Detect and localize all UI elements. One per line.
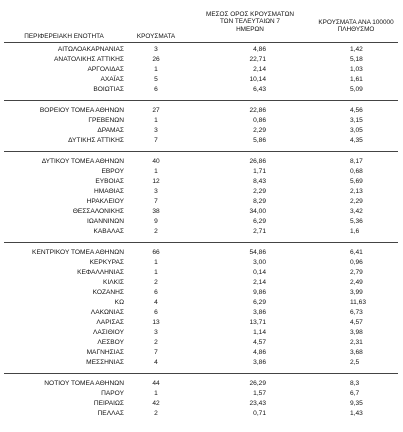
cell-avg-7-days: 4,86 xyxy=(253,46,266,53)
cell-regional-unit: ΑΧΑΪΑΣ xyxy=(100,76,124,84)
cell-avg-7-days: 8,43 xyxy=(253,177,266,185)
cell-regional-unit: ΠΑΡΟΥ xyxy=(101,389,124,397)
group-divider xyxy=(4,242,398,243)
cell-avg-7-days: 2,29 xyxy=(253,187,266,195)
cell-regional-unit: ΑΝΑΤΟΛΙΚΗΣ ΑΤΤΙΚΗΣ xyxy=(54,56,124,64)
cell-cases: 26 xyxy=(152,56,160,64)
header-cases: ΚΡΟΥΣΜΑΤΑ xyxy=(136,33,176,40)
cell-cases: 1 xyxy=(154,66,158,74)
cell-cases-per-100k: 0,96 xyxy=(350,258,363,266)
table-row xyxy=(0,338,403,348)
table-row xyxy=(0,167,403,177)
header-avg-line: ΗΜΕΡΩΝ xyxy=(236,25,264,33)
cell-regional-unit: ΚΕΦΑΛΛΗΝΙΑΣ xyxy=(77,268,124,276)
cell-cases: 1 xyxy=(154,116,158,124)
cell-avg-7-days: 13,71 xyxy=(249,319,266,326)
header-cases-per-100k xyxy=(312,19,400,34)
cell-avg-7-days: 0,14 xyxy=(253,268,266,276)
cell-avg-7-days: 4,57 xyxy=(253,339,266,347)
cell-cases-per-100k: 3,15 xyxy=(350,116,363,124)
cell-regional-unit: ΝΟΤΙΟΥ ΤΟΜΕΑ ΑΘΗΝΩΝ xyxy=(44,379,124,387)
table-row xyxy=(0,248,403,258)
cell-avg-7-days: 1,57 xyxy=(253,389,266,397)
table-row xyxy=(0,258,403,268)
cell-cases: 7 xyxy=(154,349,158,357)
cell-regional-unit: ΒΟΙΩΤΙΑΣ xyxy=(93,86,124,94)
table-row xyxy=(0,288,403,298)
cell-cases: 4 xyxy=(154,359,158,367)
group-divider xyxy=(4,100,398,101)
table-row xyxy=(0,187,403,197)
cell-regional-unit: ΚΩ xyxy=(114,298,124,306)
header-per-line: ΠΛΗΘΥΣΜΟ xyxy=(337,26,375,34)
table-row xyxy=(0,157,403,167)
table-row xyxy=(0,177,403,187)
cell-cases: 13 xyxy=(152,319,160,326)
header-avg-line: ΜΕΣΟΣ ΟΡΟΣ ΚΡΟΥΣΜΑΤΩΝ xyxy=(206,11,294,18)
table-row xyxy=(0,116,403,126)
cell-cases-per-100k: 3,98 xyxy=(350,329,363,337)
cell-cases: 7 xyxy=(154,197,158,205)
table-row xyxy=(0,65,403,75)
cell-cases-per-100k: 9,35 xyxy=(350,399,363,407)
cell-regional-unit: ΜΑΓΝΗΣΙΑΣ xyxy=(86,349,124,357)
cell-cases-per-100k: 5,09 xyxy=(350,86,363,94)
cell-avg-7-days: 22,86 xyxy=(249,106,266,114)
cell-cases-per-100k: 2,29 xyxy=(350,197,363,205)
table-row xyxy=(0,75,403,85)
cell-cases-per-100k: 3,99 xyxy=(350,288,363,296)
cell-cases-per-100k: 3,68 xyxy=(350,349,363,357)
cell-avg-7-days: 10,14 xyxy=(249,76,266,84)
cell-avg-7-days: 26,86 xyxy=(249,157,266,165)
cell-cases: 9 xyxy=(154,217,158,225)
cell-cases-per-100k: 5,69 xyxy=(350,177,363,185)
cell-cases: 3 xyxy=(154,46,158,53)
cell-cases: 66 xyxy=(152,248,160,256)
cell-avg-7-days: 2,14 xyxy=(253,278,266,286)
table-row xyxy=(0,106,403,116)
cell-regional-unit: ΑΙΤΩΛΟΑΚΑΡΝΑΝΙΑΣ xyxy=(57,46,124,53)
cell-avg-7-days: 5,86 xyxy=(253,137,266,144)
table-row xyxy=(0,379,403,389)
table-row xyxy=(0,308,403,318)
cell-regional-unit: ΜΕΣΣΗΝΙΑΣ xyxy=(86,359,124,367)
cell-avg-7-days: 3,86 xyxy=(253,308,266,316)
cell-cases-per-100k: 2,49 xyxy=(350,278,363,286)
header-avg-line: ΤΩΝ ΤΕΛΕΥΤΑΙΩΝ 7 xyxy=(220,18,280,26)
header-per-line: ΚΡΟΥΣΜΑΤΑ ΑΝΑ 100000 xyxy=(318,19,394,26)
table-row xyxy=(0,358,403,368)
table-row xyxy=(0,348,403,358)
cell-cases: 2 xyxy=(154,228,158,235)
cell-regional-unit: ΛΑΚΩΝΙΑΣ xyxy=(90,308,124,316)
table-row xyxy=(0,409,403,419)
cell-cases-per-100k: 5,36 xyxy=(350,217,363,225)
cell-regional-unit: ΒΟΡΕΙΟΥ ΤΟΜΕΑ ΑΘΗΝΩΝ xyxy=(39,106,124,114)
group-divider xyxy=(4,373,398,374)
cell-cases-per-100k: 1,43 xyxy=(350,410,363,417)
table-row xyxy=(0,227,403,237)
cell-avg-7-days: 6,29 xyxy=(253,217,266,225)
cell-cases-per-100k: 2,31 xyxy=(350,339,363,347)
cell-avg-7-days: 8,29 xyxy=(253,197,266,205)
cell-avg-7-days: 9,86 xyxy=(253,288,266,296)
cell-cases-per-100k: 4,56 xyxy=(350,106,363,114)
cell-regional-unit: ΗΡΑΚΛΕΙΟΥ xyxy=(86,197,124,205)
cell-avg-7-days: 1,14 xyxy=(253,329,266,337)
cell-regional-unit: ΛΑΣΙΘΙΟΥ xyxy=(93,329,124,337)
cell-cases-per-100k: 6,7 xyxy=(350,389,360,397)
cell-regional-unit: ΙΩΑΝΝΙΝΩΝ xyxy=(87,217,124,225)
table-row xyxy=(0,207,403,217)
cell-regional-unit: ΚΑΒΑΛΑΣ xyxy=(93,228,124,235)
table-row xyxy=(0,45,403,55)
cell-avg-7-days: 3,86 xyxy=(253,359,266,367)
table-row xyxy=(0,217,403,227)
cell-cases: 2 xyxy=(154,410,158,417)
cell-cases-per-100k: 6,41 xyxy=(350,248,363,256)
cell-regional-unit: ΚΙΛΚΙΣ xyxy=(103,278,124,286)
cell-cases-per-100k: 1,03 xyxy=(350,66,363,74)
cell-avg-7-days: 0,71 xyxy=(253,410,266,417)
cell-avg-7-days: 0,86 xyxy=(253,116,266,124)
table-row xyxy=(0,55,403,65)
cell-avg-7-days: 2,29 xyxy=(253,126,266,134)
cell-cases-per-100k: 1,6 xyxy=(350,228,360,235)
table-row xyxy=(0,318,403,328)
cell-cases: 3 xyxy=(154,126,158,134)
cell-cases: 1 xyxy=(154,258,158,266)
cell-cases-per-100k: 5,18 xyxy=(350,56,363,64)
cell-avg-7-days: 22,71 xyxy=(249,56,266,64)
cell-cases: 6 xyxy=(154,86,158,94)
cell-cases: 6 xyxy=(154,308,158,316)
cell-regional-unit: ΕΥΒΟΙΑΣ xyxy=(95,177,124,185)
cell-cases: 3 xyxy=(154,329,158,337)
cell-cases-per-100k: 8,3 xyxy=(350,379,360,387)
cell-cases-per-100k: 3,05 xyxy=(350,126,363,134)
table-row xyxy=(0,328,403,338)
cell-cases: 1 xyxy=(154,167,158,175)
cell-regional-unit: ΠΕΛΛΑΣ xyxy=(97,410,124,417)
table-row xyxy=(0,136,403,146)
cell-cases-per-100k: 3,42 xyxy=(350,207,363,215)
cell-cases-per-100k: 1,61 xyxy=(350,76,363,84)
cell-avg-7-days: 23,43 xyxy=(249,399,266,407)
cell-regional-unit: ΚΟΖΑΝΗΣ xyxy=(92,288,124,296)
cell-cases-per-100k: 2,5 xyxy=(350,359,360,367)
cell-cases: 44 xyxy=(152,379,160,387)
table-row xyxy=(0,197,403,207)
cell-avg-7-days: 4,86 xyxy=(253,349,266,357)
cell-cases: 2 xyxy=(154,278,158,286)
cell-regional-unit: ΛΕΣΒΟΥ xyxy=(97,339,124,347)
cell-cases-per-100k: 6,73 xyxy=(350,308,363,316)
cell-cases: 2 xyxy=(154,339,158,347)
cell-avg-7-days: 1,71 xyxy=(253,167,266,175)
cell-cases: 1 xyxy=(154,389,158,397)
cell-regional-unit: ΛΑΡΙΣΑΣ xyxy=(96,319,124,326)
header-divider xyxy=(4,42,398,43)
cell-cases-per-100k: 1,42 xyxy=(350,46,363,53)
cell-cases: 3 xyxy=(154,187,158,195)
table-row xyxy=(0,389,403,399)
header-regional-unit: ΠΕΡΙΦΕΡΕΙΑΚΗ ΕΝΟΤΗΤΑ xyxy=(24,33,104,40)
table-row xyxy=(0,298,403,308)
table-row xyxy=(0,126,403,136)
cell-regional-unit: ΔΥΤΙΚΗΣ ΑΤΤΙΚΗΣ xyxy=(68,137,124,144)
cell-cases: 42 xyxy=(152,399,160,407)
cell-avg-7-days: 2,71 xyxy=(253,228,266,235)
cell-regional-unit: ΕΒΡΟΥ xyxy=(101,167,124,175)
header-avg-7-days xyxy=(191,11,309,33)
cell-cases-per-100k: 4,35 xyxy=(350,137,363,144)
cell-regional-unit: ΚΕΝΤΡΙΚΟΥ ΤΟΜΕΑ ΑΘΗΝΩΝ xyxy=(32,248,124,256)
cell-regional-unit: ΗΜΑΘΙΑΣ xyxy=(94,187,124,195)
cell-cases: 12 xyxy=(152,177,160,185)
cell-avg-7-days: 6,29 xyxy=(253,298,266,306)
cell-cases-per-100k: 0,68 xyxy=(350,167,363,175)
cell-cases-per-100k: 2,13 xyxy=(350,187,363,195)
table-row xyxy=(0,85,403,95)
cell-cases: 40 xyxy=(152,157,160,165)
cell-cases: 7 xyxy=(154,137,158,144)
cell-cases-per-100k: 8,17 xyxy=(350,157,363,165)
table-row xyxy=(0,278,403,288)
cell-cases: 38 xyxy=(152,207,160,215)
cell-cases-per-100k: 11,63 xyxy=(350,298,367,306)
cell-cases: 4 xyxy=(154,298,158,306)
cell-avg-7-days: 3,00 xyxy=(253,258,266,266)
cell-avg-7-days: 34,00 xyxy=(249,207,266,215)
cell-avg-7-days: 26,29 xyxy=(249,379,266,387)
cell-regional-unit: ΓΡΕΒΕΝΩΝ xyxy=(88,116,124,124)
cell-regional-unit: ΔΡΑΜΑΣ xyxy=(97,126,124,134)
cell-cases-per-100k: 2,79 xyxy=(350,268,363,276)
cell-avg-7-days: 2,14 xyxy=(253,66,266,74)
cell-regional-unit: ΘΕΣΣΑΛΟΝΙΚΗΣ xyxy=(72,207,124,215)
cell-regional-unit: ΚΕΡΚΥΡΑΣ xyxy=(89,258,124,266)
cell-cases-per-100k: 4,57 xyxy=(350,319,363,326)
cell-cases: 27 xyxy=(152,106,160,114)
group-divider xyxy=(4,151,398,152)
cell-cases: 5 xyxy=(154,76,158,84)
cell-regional-unit: ΠΕΙΡΑΙΩΣ xyxy=(93,399,124,407)
cell-regional-unit: ΔΥΤΙΚΟΥ ΤΟΜΕΑ ΑΘΗΝΩΝ xyxy=(41,157,124,165)
cell-avg-7-days: 54,86 xyxy=(249,248,266,256)
table-row xyxy=(0,268,403,278)
cell-regional-unit: ΑΡΓΟΛΙΔΑΣ xyxy=(87,66,124,74)
cell-avg-7-days: 6,43 xyxy=(253,86,266,94)
cell-cases: 1 xyxy=(154,268,158,276)
table-row xyxy=(0,399,403,409)
cell-cases: 6 xyxy=(154,288,158,296)
